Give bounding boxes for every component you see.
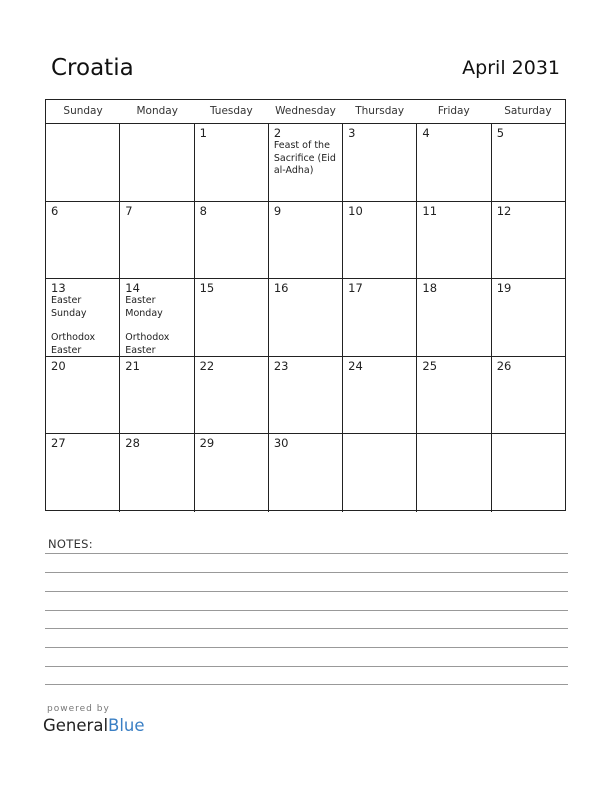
calendar-grid xyxy=(45,99,566,511)
day-number: 9 xyxy=(273,203,282,218)
holiday-event: Orthodox Easter xyxy=(51,332,96,356)
day-number: 10 xyxy=(348,203,363,218)
day-cell-17 xyxy=(343,279,417,356)
day-cell-18 xyxy=(417,279,491,356)
day-number: 14 xyxy=(125,281,140,295)
note-line xyxy=(45,553,568,554)
note-line xyxy=(45,684,568,685)
brand-blue: Blue xyxy=(108,716,145,735)
day-cell-empty xyxy=(120,124,194,201)
day-number: 21 xyxy=(125,358,140,373)
note-line xyxy=(45,591,568,592)
day-cell-7 xyxy=(120,202,194,279)
day-number: 27 xyxy=(51,436,66,450)
day-cell-empty xyxy=(343,434,417,512)
week-row xyxy=(46,434,565,512)
day-cell-19 xyxy=(492,279,565,356)
weekday-header-wednesday: Wednesday xyxy=(275,105,336,117)
day-number: 30 xyxy=(273,436,289,450)
day-number: 5 xyxy=(496,126,505,140)
day-cell-1 xyxy=(195,124,269,201)
day-cell-27 xyxy=(46,434,120,512)
day-cell-14 xyxy=(120,279,194,356)
day-number: 20 xyxy=(51,358,66,373)
country-title: Croatia xyxy=(51,55,134,81)
weekday-header-saturday: Saturday xyxy=(504,105,552,117)
day-cell-empty xyxy=(46,124,120,201)
holiday-event: Easter Sunday xyxy=(51,295,87,319)
day-cell-11 xyxy=(417,202,491,279)
day-number: 26 xyxy=(496,358,512,373)
day-number: 7 xyxy=(125,203,133,218)
generalblue-logo xyxy=(43,716,145,735)
day-cell-empty xyxy=(417,434,491,512)
month-year-title: April 2031 xyxy=(462,57,560,79)
day-cell-13 xyxy=(46,279,120,356)
day-cell-22 xyxy=(195,357,269,434)
day-number: 12 xyxy=(496,203,512,218)
day-cell-15 xyxy=(195,279,269,356)
day-number: 4 xyxy=(422,126,430,140)
day-cell-16 xyxy=(269,279,343,356)
weekday-header-row xyxy=(46,100,565,124)
week-row xyxy=(46,279,565,357)
day-number: 2 xyxy=(273,126,282,140)
day-cell-3 xyxy=(343,124,417,201)
weekday-header-tuesday: Tuesday xyxy=(209,105,253,117)
holiday-event: Orthodox Easter xyxy=(125,332,170,356)
day-number: 8 xyxy=(199,203,207,218)
weekday-header-monday: Monday xyxy=(136,105,178,117)
note-line xyxy=(45,610,568,611)
day-cell-6 xyxy=(46,202,120,279)
day-cell-20 xyxy=(46,357,120,434)
holiday-event: Feast of the Sacrifice (Eid al-Adha) xyxy=(273,140,336,176)
day-cell-23 xyxy=(269,357,343,434)
day-number: 23 xyxy=(273,358,289,373)
day-number: 11 xyxy=(422,203,438,218)
day-number: 6 xyxy=(51,203,59,218)
day-number: 15 xyxy=(199,281,215,295)
week-row xyxy=(46,124,565,202)
day-cell-8 xyxy=(195,202,269,279)
day-cell-25 xyxy=(417,357,491,434)
day-number: 1 xyxy=(199,126,207,140)
day-number: 22 xyxy=(199,358,215,373)
weekday-header-friday: Friday xyxy=(437,105,470,117)
notes-label: NOTES: xyxy=(48,537,93,551)
day-number: 13 xyxy=(51,281,66,295)
day-number: 16 xyxy=(273,281,289,295)
day-cell-24 xyxy=(343,357,417,434)
weekday-header-thursday: Thursday xyxy=(355,105,405,117)
day-cell-10 xyxy=(343,202,417,279)
note-line xyxy=(45,666,568,667)
day-number: 24 xyxy=(348,358,363,373)
note-line xyxy=(45,572,568,573)
day-cell-empty xyxy=(492,434,565,512)
day-cell-21 xyxy=(120,357,194,434)
day-cell-28 xyxy=(120,434,194,512)
day-number: 19 xyxy=(496,281,512,295)
day-cell-12 xyxy=(492,202,565,279)
powered-by-text: powered by xyxy=(47,704,110,714)
day-cell-2 xyxy=(269,124,343,201)
day-cell-26 xyxy=(492,357,565,434)
day-number: 28 xyxy=(125,436,140,450)
brand-general: General xyxy=(43,716,109,735)
day-cell-4 xyxy=(417,124,491,201)
weekday-header-sunday: Sunday xyxy=(63,105,103,117)
week-row xyxy=(46,202,565,280)
note-line xyxy=(45,647,568,648)
day-cell-5 xyxy=(492,124,565,201)
day-number: 25 xyxy=(422,358,438,373)
holiday-event: Easter Monday xyxy=(125,295,163,319)
day-number: 17 xyxy=(348,281,363,295)
note-line xyxy=(45,628,568,629)
day-cell-9 xyxy=(269,202,343,279)
day-cell-29 xyxy=(195,434,269,512)
day-number: 3 xyxy=(348,126,356,140)
day-number: 18 xyxy=(422,281,438,295)
week-row xyxy=(46,357,565,435)
calendar-weeks xyxy=(46,124,565,512)
day-number: 29 xyxy=(199,436,215,450)
day-cell-30 xyxy=(269,434,343,512)
